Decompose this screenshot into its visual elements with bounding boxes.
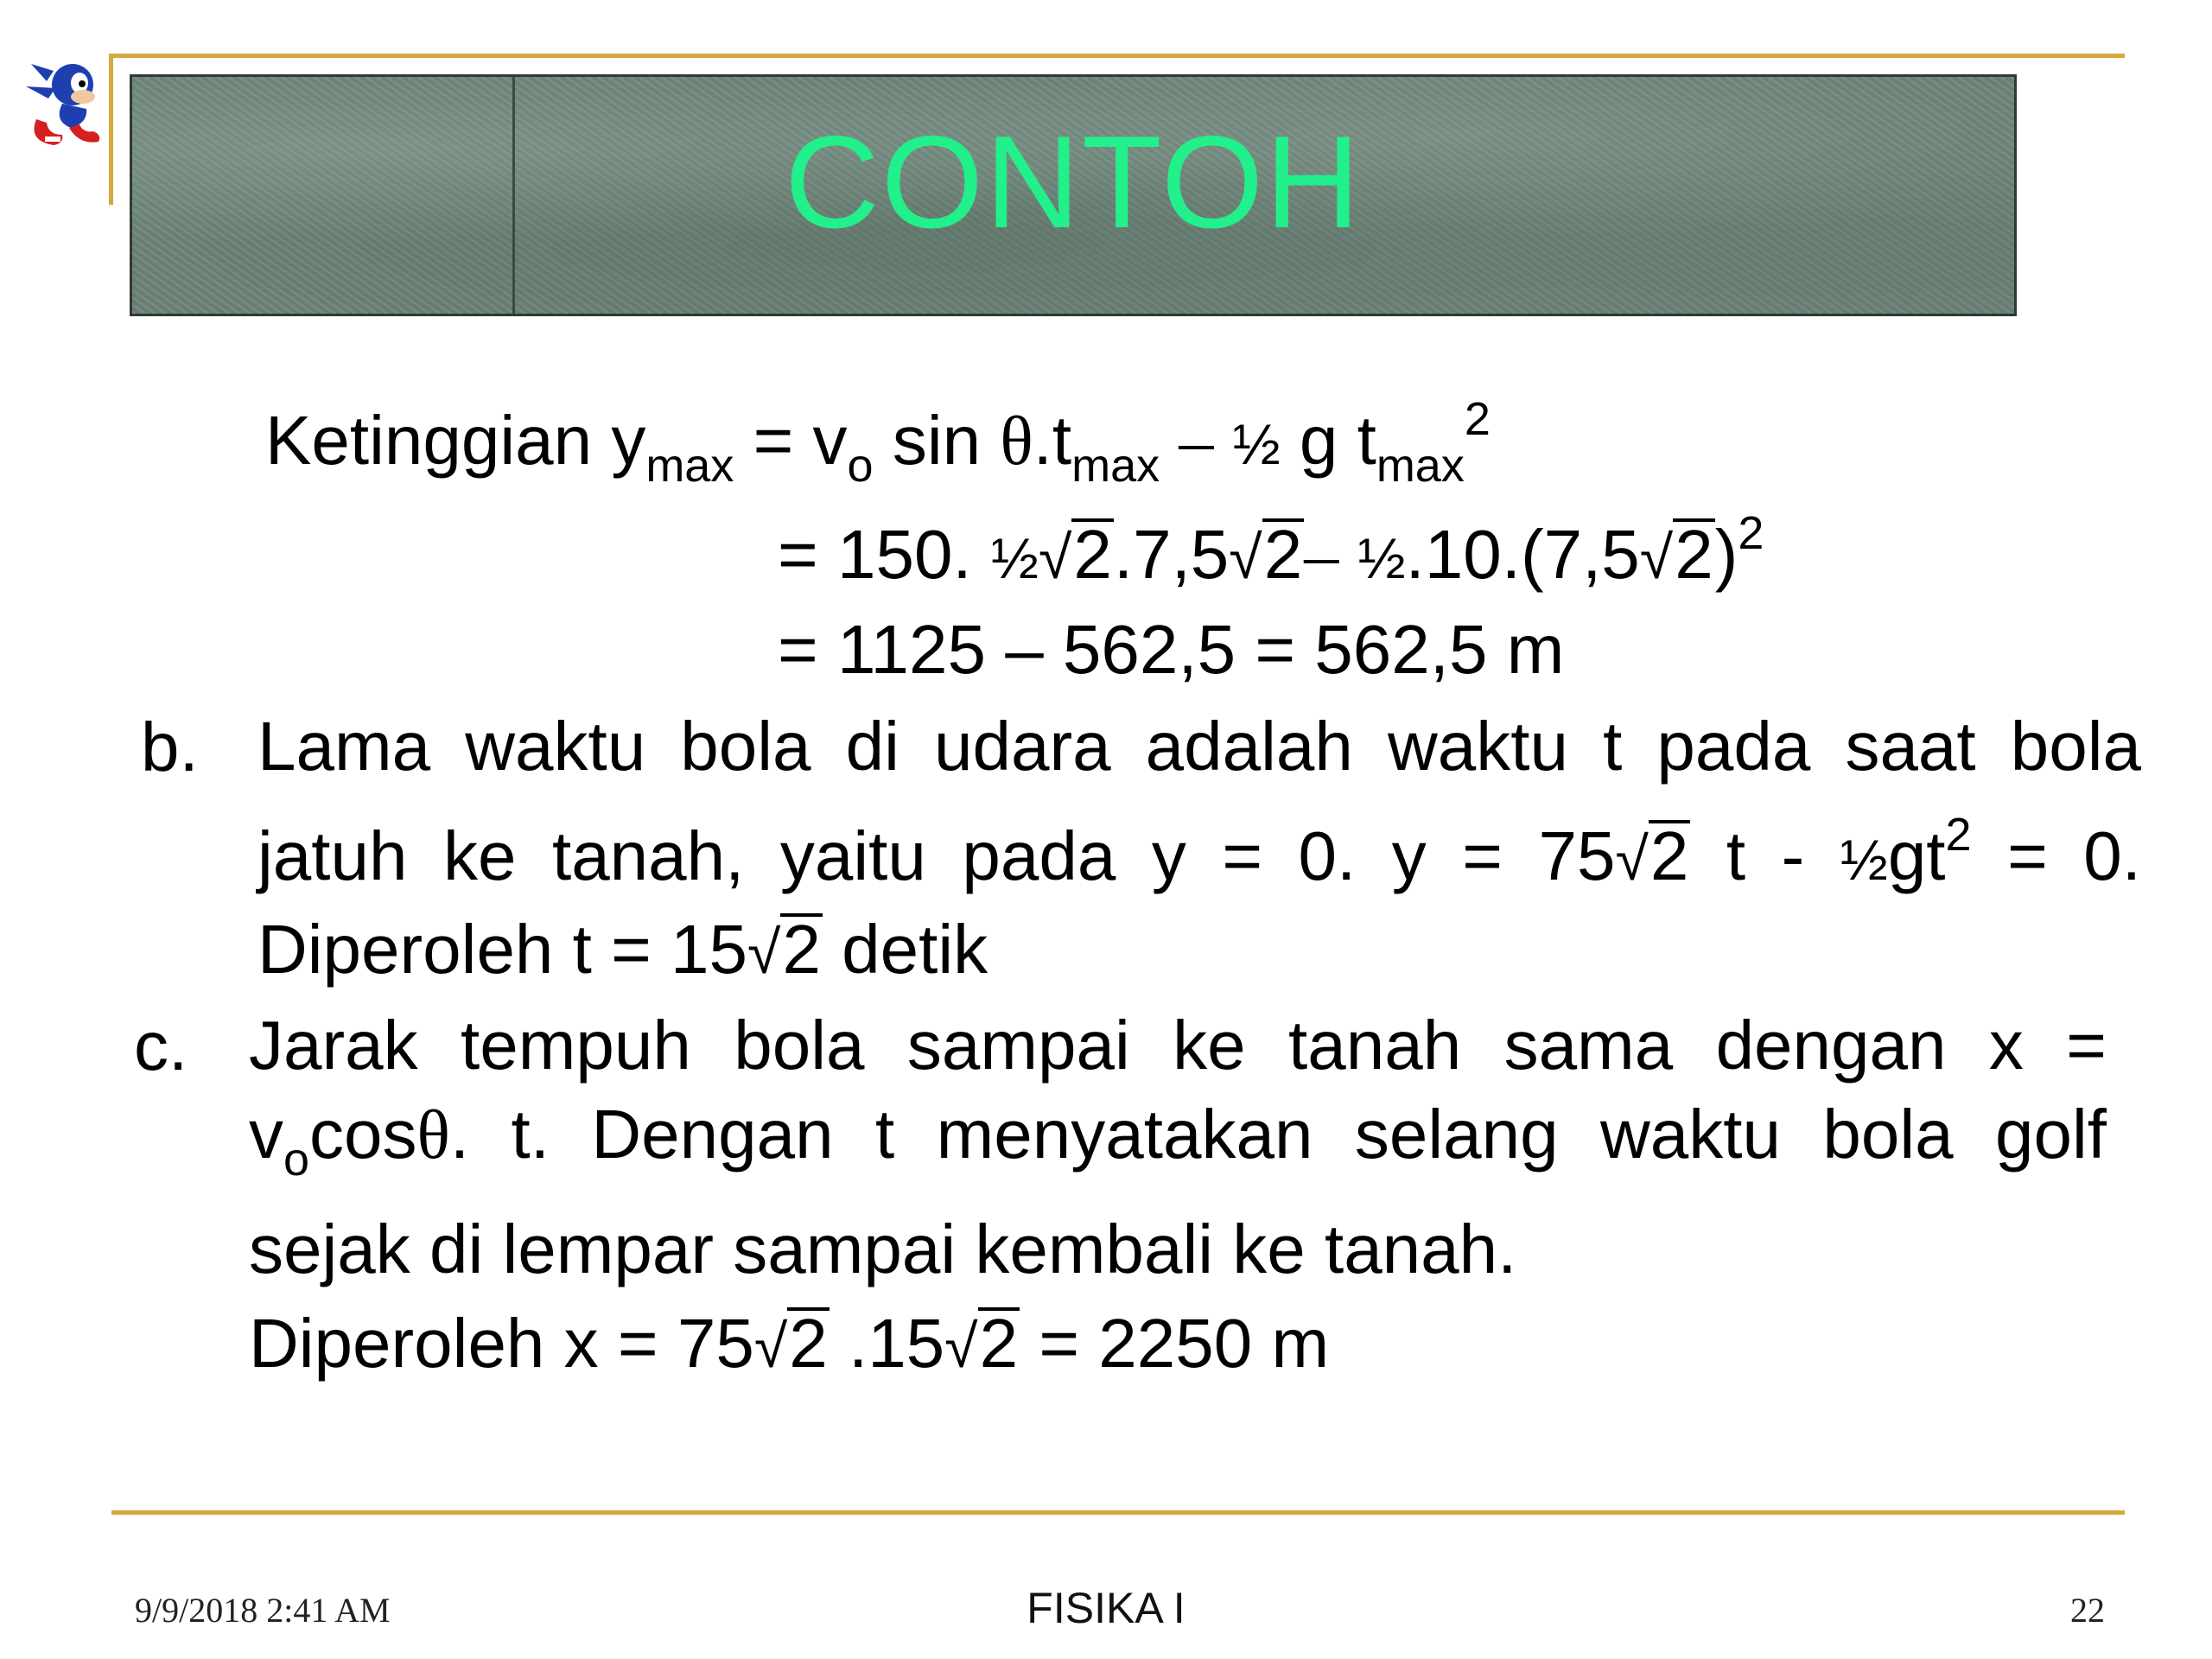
- item-b-text: Lama waktu bola di udara adalah waktu t pada saat bola jatuh ke tanah, yaitu pada y = 0. y = 75√2 $t - \frac{1}{2}gt^2 = 0$. Diperoleh t = 15√2 detik: [257, 702, 2141, 997]
- page-number: 22: [2070, 1591, 2105, 1630]
- slide-title: CONTOH: [785, 109, 1362, 256]
- top-rule: [111, 54, 2125, 58]
- sqrt-symbol: √2: [944, 1305, 1019, 1382]
- sqrt-symbol: √2: [1038, 516, 1112, 593]
- sqrt-symbol: √2: [753, 1305, 828, 1382]
- item-c-text: Jarak tempuh bola sampai ke tanah sama dengan x = $v_o\cos\theta$. t. Dengan t menyatakan selang waktu bola golf sejak di lempar sampai kembali ke tanah. Diperoleh x = 75√2 .15√2 = 2250 m: [249, 1001, 2107, 1391]
- footer-date: 9/9/2018 2:41 AM: [135, 1591, 391, 1630]
- item-b-marker: b.: [141, 709, 199, 785]
- equation-line-2: = 150. ½√2.7,5√2– $\frac{1}{2}.10.(7,5√2)^2$: [778, 507, 1764, 594]
- sqrt-symbol: √2: [1229, 516, 1303, 593]
- sqrt-symbol: √2: [1639, 516, 1713, 593]
- sqrt-symbol: √2: [1615, 817, 1689, 894]
- mascot-icon: [19, 59, 110, 154]
- bottom-rule: [111, 1510, 2125, 1515]
- equation-line-3: = 1125 – 562,5 = 562,5 m: [778, 611, 1565, 688]
- equation-line-1: Ketinggian $y_{max} = v_o$ $\sin \theta.t_{max}$ – ½ g $t_{max}^2$: [265, 393, 1491, 492]
- equation-label: Ketinggian: [265, 402, 593, 479]
- theta-symbol: θ: [1000, 404, 1033, 480]
- item-c-marker: c.: [134, 1007, 188, 1084]
- footer-course: FISIKA I: [1027, 1584, 1185, 1632]
- title-banner: [130, 74, 2017, 316]
- sqrt-symbol: √2: [747, 911, 821, 988]
